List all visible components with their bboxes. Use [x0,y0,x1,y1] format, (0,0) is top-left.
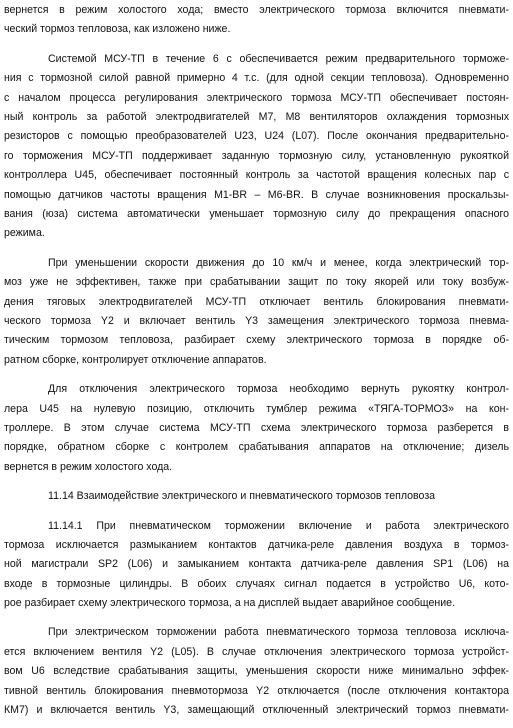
text-line: ный контроль за работой электродвигателей М7, М8 вентиляторов охлаждения тормозных [4,111,509,123]
text-line: режима. [4,227,45,240]
text-line: ческого тормоза Y2 и включает вентиль Y3 замещения электрического тормоза пневма- [4,314,509,327]
text-line: го торможения МСУ-ТП поддерживает заданную тормозную силу, установленную рукояткой [4,149,509,162]
text-line: с началом процесса регулирования электрического тормоза МСУ-ТП обеспечивает постоян- [4,91,509,104]
text-line: помощью датчиков частоты вращения М1-BR – M6-BR. В случае возникновения проскальзы- [4,188,509,201]
text-line: КМ7) и включается вентиль Y3, замещающий отключенный электрический тормоз пневмати- [4,704,509,716]
text-line: Системой МСУ-ТП в течение 6 с обеспечивается режим предварительного торможе- [48,52,509,65]
text-line: моз уже не эффективен, также при срабатывании защит по току якорей или току возбуж- [4,276,509,289]
text-line: входе в тормозные цилиндры. В обоих случаях сигнал подается в устройство U6, кото- [4,577,509,590]
text-line: дения тяговых электродвигателей МСУ-ТП отключает вентиль блокирования пневмати- [4,295,509,308]
text-line: тивной вентиль блокирования пневмотормоза Y2 отключается (после отключения контактора [4,684,509,697]
text-line: При уменьшении скорости движения до 10 км/ч и менее, когда электрический тор- [48,256,509,269]
text-line: При электрическом торможении работа пневматического тормоза тепловоза исключа- [48,626,509,639]
text-line: резисторов с помощью преобразователей U23, U24 (L07). После окончания предварительно- [4,130,509,143]
text-line: 11.14.1 При пневматическом торможении включение и работа электрического [48,519,509,532]
text-line: Для отключения электрического тормоза необходимо вернуть рукоятку контрол- [48,383,509,396]
text-line: троллере. В этом случае система МСУ-ТП схема электрического тормоза разберется в [4,421,509,434]
text-line: порядке, обратном сборке с контролем срабатывания аппаратов на отключение; дизель [4,441,509,454]
text-line: вернется в режим холостого хода. [4,460,173,473]
text-line: вернется в режим холостого хода; вместо электрического тормоза включится пневмати- [4,4,509,16]
text-line: контроллера U45, обеспечивает постоянный контроль за частотой вращения колесных пар с [4,169,509,182]
text-line: ется включением вентиля Y2 (L05). В случае отключения электрического тормоза устройст- [4,645,509,658]
text-line: рое разбирает схему электрического тормоза, а на дисплей выдает аварийное сообщение. [4,597,456,609]
text-line: лера U45 на нулевую позицию, отключить тумблер режима «ТЯГА-ТОРМОЗ» на кон- [4,402,509,415]
text-line: тормоза исключается размыканием контактов датчика-реле давления воздуха в тормоз- [4,538,509,551]
text-line: ческий тормоз тепловоза, как изложено ниже. [4,23,231,36]
text-line: тическим тормозом тепловоза, разбирает схему электрического тормоза в порядке об- [4,334,509,347]
text-line: вания (юза) система автоматически уменьшает тормозную силу до прекращения опасного [4,207,509,220]
text-line: вом U6 вследствие срабатывания защиты, уменьшения скорости ниже минимально эффек- [4,665,509,678]
text-line: ния с тормозной силой равной примерно 4 т.с. (для одной секции тепловоза). Одновременно [4,72,509,85]
text-line: ной магистрали SP2 (L06) и замыканием контакта датчика-реле давления SP1 (L06) на [4,558,509,571]
text-line: ратном сборке, контролирует отключение аппаратов. [4,353,267,366]
section-heading: 11.14 Взаимодействие электрического и пневматического тормозов тепловоза [48,490,436,503]
